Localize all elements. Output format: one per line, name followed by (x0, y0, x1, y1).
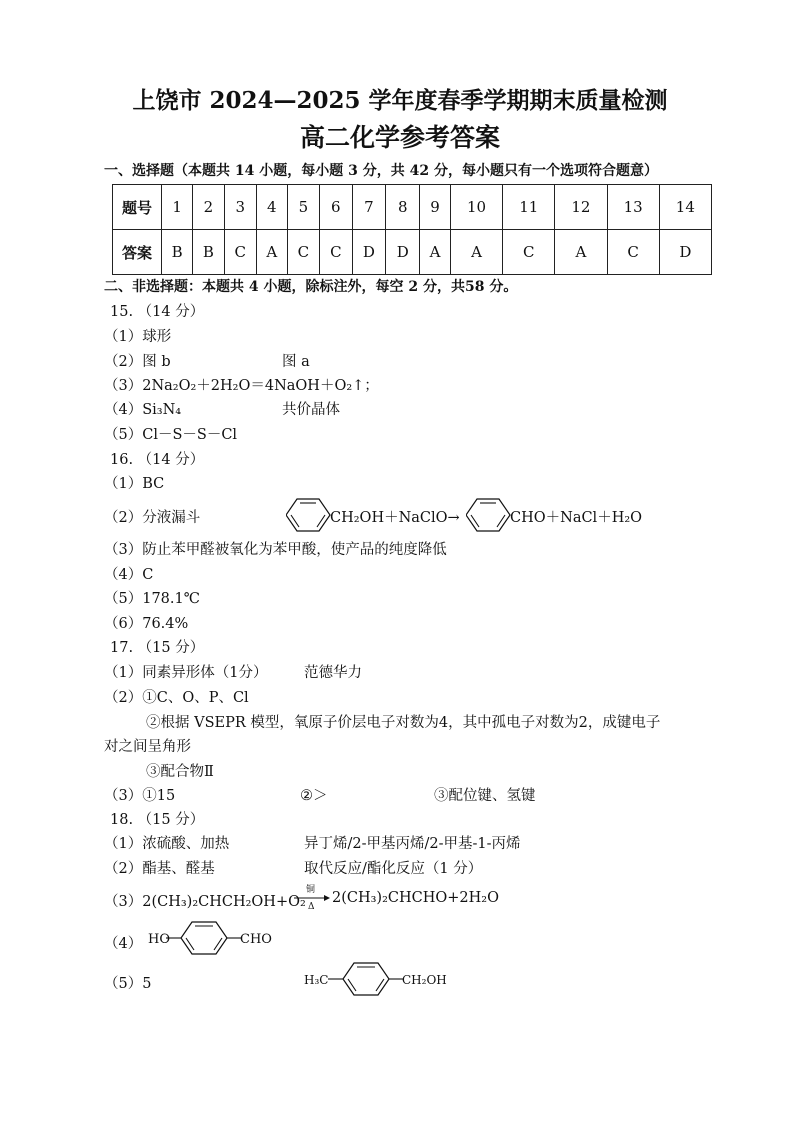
table-cell: 10 (450, 185, 502, 230)
q16-answer-2: （2）分液漏斗 (104, 510, 201, 526)
table-cell: 6 (320, 185, 352, 230)
table-cell: 12 (555, 185, 607, 230)
q15-answer-5: （5）Cl－S－S－Cl (104, 427, 238, 443)
q18-answer-3-right: 2(CH₃)₂CHCHO+2H₂O (332, 890, 499, 906)
q18-answer-5-left-group: H₃C (304, 973, 329, 987)
table-cell: 1 (162, 185, 193, 230)
table-cell: A (420, 230, 451, 275)
row-label-number: 题号 (113, 185, 162, 230)
q17-answer-2-2: ②根据 VSEPR 模型，氧原子价层电子对数为4，其中孤电子对数为2，成键电子 (146, 715, 661, 731)
q17-answer-1a: （1）同素异形体（1分） (104, 665, 268, 681)
q17-answer-2-3: ③配合物Ⅱ (146, 764, 214, 780)
table-cell: 3 (224, 185, 256, 230)
table-cell: A (450, 230, 502, 275)
table-cell: 5 (287, 185, 319, 230)
q15-answer-3: （3）2Na₂O₂＋2H₂O＝4NaOH＋O₂↑； (104, 378, 379, 394)
table-cell: C (607, 230, 659, 275)
q15-answer-2a: （2）图 b (104, 354, 171, 370)
table-cell: 9 (420, 185, 451, 230)
answer-table (112, 184, 712, 275)
section1-heading: 一、选择题（本题共 14 小题，每小题 3 分，共 42 分，每小题只有一个选项符合题意） (104, 163, 658, 179)
q15-title: 15. （14 分） (110, 304, 205, 320)
table-cell: B (162, 230, 193, 275)
table-cell: 2 (193, 185, 224, 230)
q17-title: 17. （15 分） (110, 640, 205, 656)
q15-answer-4a: （4）Si₃N₄ (104, 402, 182, 418)
row-label-answer: 答案 (113, 230, 162, 275)
q15-answer-1: （1）球形 (104, 329, 172, 345)
q16-equation-left: CH₂OH＋NaClO→ (330, 510, 460, 526)
table-cell: A (555, 230, 607, 275)
q18-answer-4-left-group: HO (148, 932, 170, 947)
q17-answer-3-2: ②＞ (300, 788, 328, 804)
section2-heading: 二、非选择题：本题共 4 小题，除标注外，每空 2 分，共58 分。 (104, 279, 518, 295)
q18-answer-3-left: （3）2(CH₃)₂CHCH₂OH+O₂ (104, 894, 306, 910)
q18-answer-5: （5）5 (104, 976, 152, 992)
q17-answer-3-1: （3）①15 (104, 788, 176, 804)
table-cell: B (193, 230, 224, 275)
q15-answer-2b: 图 a (282, 354, 310, 370)
q18-answer-5-right-group: CH₂OH (402, 973, 447, 987)
reaction-condition-heat: Δ (308, 902, 315, 912)
table-cell: C (224, 230, 256, 275)
q18-answer-4-label: （4） (104, 936, 143, 952)
table-cell: 8 (386, 185, 420, 230)
q16-answer-5: （5）178.1℃ (104, 591, 200, 607)
table-row-numbers (113, 185, 712, 230)
q18-answer-2a: （2）酯基、醛基 (104, 861, 215, 877)
table-row-answers (113, 230, 712, 275)
benzene-ring-icon (166, 918, 242, 958)
q16-answer-3: （3）防止苯甲醛被氧化为苯甲酸，使产品的纯度降低 (104, 542, 447, 558)
q17-answer-2-1: （2）①C、O、P、Cl (104, 690, 249, 706)
q18-answer-1a: （1）浓硫酸、加热 (104, 836, 230, 852)
q16-title: 16. （14 分） (110, 452, 205, 468)
table-cell: D (659, 230, 711, 275)
benzene-ring-icon (286, 496, 332, 534)
table-cell: C (503, 230, 555, 275)
q17-answer-1b: 范德华力 (304, 665, 362, 681)
q16-answer-4: （4）C (104, 567, 154, 583)
q18-answer-4-right-group: CHO (240, 932, 272, 947)
table-cell: D (386, 230, 420, 275)
benzene-ring-icon (466, 496, 512, 534)
q17-answer-3-3: ③配位键、氢键 (434, 788, 536, 804)
table-cell: C (320, 230, 352, 275)
table-cell: C (287, 230, 319, 275)
q17-answer-2-2b: 对之间呈角形 (104, 739, 191, 755)
table-cell: A (256, 230, 287, 275)
reaction-condition-catalyst: 铜 (306, 885, 316, 895)
table-cell: 11 (503, 185, 555, 230)
q16-answer-1: （1）BC (104, 476, 165, 492)
q16-answer-6: （6）76.4% (104, 616, 189, 632)
q18-title: 18. （15 分） (110, 812, 205, 828)
q18-answer-2b: 取代反应/酯化反应（1 分） (304, 861, 483, 877)
table-cell: 7 (352, 185, 386, 230)
page-title: 上饶市 2024—2025 学年度春季学期期末质量检测 (132, 87, 668, 114)
table-cell: 14 (659, 185, 711, 230)
page-subtitle: 高二化学参考答案 (299, 123, 500, 152)
benzene-ring-icon (328, 959, 404, 999)
table-cell: D (352, 230, 386, 275)
q18-answer-1b: 异丁烯/2-甲基丙烯/2-甲基-1-丙烯 (304, 836, 521, 852)
q16-equation-right: CHO＋NaCl＋H₂O (510, 510, 643, 526)
table-cell: 4 (256, 185, 287, 230)
q15-answer-4b: 共价晶体 (282, 402, 340, 418)
table-cell: 13 (607, 185, 659, 230)
